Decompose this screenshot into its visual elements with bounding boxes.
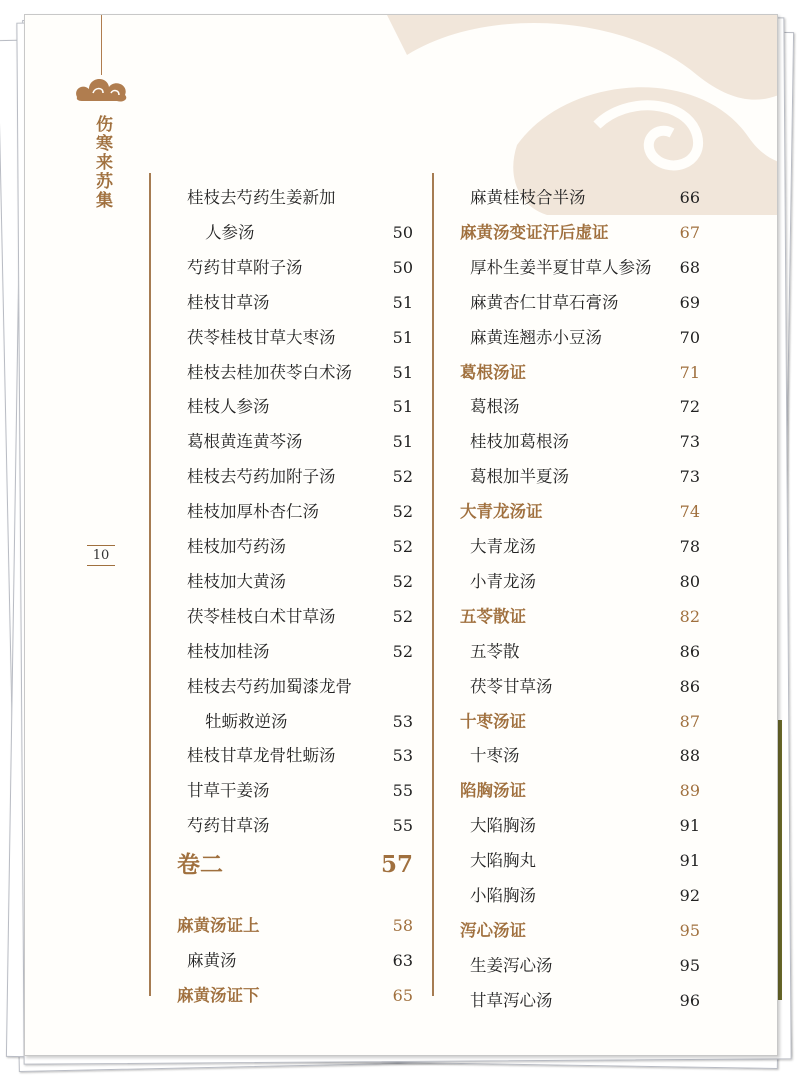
toc-entry-row[interactable] (151, 773, 413, 808)
toc-entry-row[interactable] (434, 878, 700, 913)
book-page (24, 14, 778, 1056)
toc-entry-row[interactable] (434, 459, 700, 494)
page-number: 10 (87, 545, 115, 566)
toc-entry-title: 麻黄连翘赤小豆汤 (470, 327, 602, 347)
toc-entry-page: 66 (679, 188, 700, 207)
toc-entry-page: 89 (679, 781, 700, 801)
toc-entry-page: 72 (679, 397, 700, 417)
toc-entry-title: 五苓散 (470, 641, 520, 661)
toc-entry-page: 52 (392, 467, 413, 487)
toc-left-column (149, 173, 413, 1005)
toc-entry-title: 十枣汤证 (460, 711, 526, 731)
toc-entry-row[interactable] (151, 215, 413, 250)
toc-entry-row[interactable] (151, 285, 413, 320)
toc-entry-title: 生姜泻心汤 (470, 955, 553, 975)
toc-section-row[interactable] (434, 215, 700, 250)
toc-section-row[interactable] (434, 355, 700, 390)
toc-entry-row[interactable] (151, 355, 413, 390)
toc-section-row[interactable] (151, 847, 413, 882)
toc-entry-title: 牡蛎救逆汤 (205, 711, 288, 731)
toc-entry-row[interactable] (151, 250, 413, 285)
toc-entry-title: 桂枝去芍药生姜新加 (187, 188, 336, 207)
toc-entry-title: 陷胸汤证 (460, 781, 526, 801)
toc-entry-title: 桂枝加大黄汤 (187, 571, 286, 591)
toc-entry-title: 芍药甘草附子汤 (187, 257, 303, 277)
toc-entry-page: 50 (392, 257, 413, 277)
toc-entry-title: 桂枝加厚朴杏仁汤 (187, 502, 319, 522)
toc-entry-row[interactable] (434, 843, 700, 878)
toc-entry-row[interactable] (151, 424, 413, 459)
toc-entry-page: 52 (392, 641, 413, 661)
toc-entry-page: 67 (679, 222, 700, 242)
toc-entry-title: 桂枝加葛根汤 (470, 432, 569, 452)
toc-entry-row[interactable] (151, 494, 413, 529)
toc-entry-row[interactable] (151, 180, 413, 215)
toc-entry-title: 桂枝去桂加茯苓白术汤 (187, 362, 352, 382)
toc-entry-page: 70 (679, 327, 700, 347)
toc-entry-page: 51 (392, 432, 413, 452)
toc-section-row[interactable] (434, 494, 700, 529)
toc-entry-title: 茯苓桂枝甘草大枣汤 (187, 327, 336, 347)
toc-entry-title: 桂枝甘草龙骨牡蛎汤 (187, 746, 336, 766)
toc-entry-row[interactable] (434, 738, 700, 773)
toc-entry-row[interactable] (151, 738, 413, 773)
toc-entry-page: 50 (392, 222, 413, 242)
toc-entry-title: 葛根加半夏汤 (470, 467, 569, 487)
toc-entry-title: 大陷胸丸 (470, 851, 536, 871)
toc-entry-page: 88 (679, 746, 700, 766)
toc-entry-row[interactable] (151, 564, 413, 599)
toc-section-row[interactable] (151, 978, 413, 1013)
toc-entry-page: 91 (679, 816, 700, 836)
toc-entry-title: 茯苓甘草汤 (470, 676, 553, 696)
toc-entry-title: 桂枝甘草汤 (187, 292, 270, 312)
toc-entry-title: 桂枝人参汤 (187, 397, 270, 417)
toc-entry-page: 51 (392, 362, 413, 382)
toc-entry-title: 桂枝加芍药汤 (187, 537, 286, 556)
toc-entry-row[interactable] (434, 983, 700, 1018)
toc-entry-page: 68 (679, 257, 700, 277)
toc-entry-title: 五苓散证 (460, 606, 526, 626)
toc-section-row[interactable] (151, 908, 413, 943)
toc-entry-title: 小陷胸汤 (470, 886, 536, 905)
toc-entry-row[interactable] (434, 564, 700, 599)
toc-entry-page: 65 (392, 985, 413, 1005)
toc-entry-row[interactable] (434, 389, 700, 424)
toc-entry-row[interactable] (151, 529, 413, 564)
toc-entry-page: 87 (679, 711, 700, 731)
toc-entry-page: 55 (392, 781, 413, 801)
toc-entry-page: 86 (679, 676, 700, 696)
toc-entry-title: 麻黄汤变证汗后虚证 (460, 222, 609, 242)
auspicious-cloud-icon (73, 69, 131, 105)
toc-entry-page: 53 (392, 746, 413, 766)
toc-entry-title: 芍药甘草汤 (187, 816, 270, 836)
toc-entry-row[interactable] (434, 180, 700, 215)
toc-entry-page: 74 (679, 502, 700, 522)
toc-entry-title: 小青龙汤 (470, 571, 536, 591)
toc-entry-title: 厚朴生姜半夏甘草人参汤 (470, 257, 652, 277)
toc-entry-page: 73 (679, 467, 700, 487)
toc-entry-page: 95 (679, 955, 700, 975)
toc-section-row[interactable] (434, 773, 700, 808)
toc-entry-page: 86 (679, 641, 700, 661)
toc-entry-row[interactable] (151, 808, 413, 843)
toc-entry-page: 58 (392, 916, 413, 935)
toc-entry-title: 葛根汤 (470, 397, 520, 417)
toc-entry-title: 桂枝去芍药加附子汤 (187, 467, 336, 487)
hanging-line-decoration (101, 15, 102, 75)
toc-entry-row[interactable] (151, 599, 413, 634)
toc-section-row[interactable] (434, 704, 700, 739)
book-title: 伤寒来苏集 (92, 115, 112, 210)
toc-entry-row[interactable] (434, 808, 700, 843)
toc-section-row[interactable] (434, 599, 700, 634)
toc-entry-page: 69 (679, 292, 700, 312)
toc-entry-title: 麻黄汤证下 (177, 985, 260, 1005)
toc-entry-title: 麻黄杏仁甘草石膏汤 (470, 292, 619, 312)
toc-entry-row[interactable] (151, 320, 413, 355)
toc-entry-row[interactable] (434, 529, 700, 564)
toc-entry-page: 51 (392, 292, 413, 312)
toc-entry-row[interactable] (151, 669, 413, 704)
toc-entry-page: 91 (679, 851, 700, 871)
toc-entry-title: 甘草干姜汤 (187, 781, 270, 801)
toc-entry-page: 52 (392, 571, 413, 591)
toc-entry-title: 十枣汤 (470, 746, 520, 766)
toc-entry-title: 甘草泻心汤 (470, 990, 553, 1010)
toc-entry-title: 人参汤 (205, 222, 255, 242)
toc-entry-row[interactable] (434, 634, 700, 669)
toc-entry-page: 80 (679, 571, 700, 591)
toc-entry-page: 63 (392, 950, 413, 970)
toc-entry-page: 52 (392, 502, 413, 522)
toc-entry-row[interactable] (151, 459, 413, 494)
toc-entry-page: 78 (679, 537, 700, 556)
toc-entry-page: 51 (392, 327, 413, 347)
toc-entry-page: 52 (392, 606, 413, 626)
toc-entry-title: 麻黄汤 (187, 950, 237, 970)
toc-entry-title: 泻心汤证 (460, 920, 526, 940)
toc-entry-title: 葛根汤证 (460, 362, 526, 382)
toc-entry-title: 桂枝加桂汤 (187, 641, 270, 661)
toc-entry-title: 茯苓桂枝白术甘草汤 (187, 606, 336, 626)
toc-entry-page: 92 (679, 886, 700, 905)
toc-entry-page: 73 (679, 432, 700, 452)
toc-entry-title: 桂枝去芍药加蜀漆龙骨 (187, 676, 352, 696)
toc-entry-row[interactable] (434, 948, 700, 983)
toc-entry-title: 卷二 (177, 851, 223, 878)
toc-entry-row[interactable] (151, 943, 413, 978)
toc-entry-row[interactable] (434, 424, 700, 459)
toc-entry-title: 大青龙汤 (470, 537, 536, 556)
toc-entry-page: 51 (392, 397, 413, 417)
toc-entry-row[interactable] (151, 389, 413, 424)
toc-entry-row[interactable] (151, 704, 413, 739)
toc-entry-title: 麻黄桂枝合半汤 (470, 188, 586, 207)
toc-entry-row[interactable] (434, 285, 700, 320)
toc-entry-row[interactable] (434, 669, 700, 704)
toc-entry-page: 96 (679, 990, 700, 1010)
toc-entry-row[interactable] (434, 250, 700, 285)
toc-entry-title: 葛根黄连黄芩汤 (187, 432, 303, 452)
toc-entry-page: 53 (392, 711, 413, 731)
toc-right-column (432, 173, 700, 1010)
toc-entry-row[interactable] (434, 320, 700, 355)
toc-entry-page: 82 (679, 606, 700, 626)
toc-section-row[interactable] (434, 913, 700, 948)
toc-entry-page: 71 (679, 362, 700, 382)
toc-entry-page: 57 (380, 851, 413, 878)
toc-entry-page: 52 (392, 537, 413, 556)
toc-entry-title: 大青龙汤证 (460, 502, 543, 522)
toc-entry-page: 55 (392, 816, 413, 836)
toc-entry-page: 95 (679, 920, 700, 940)
toc-entry-row[interactable] (151, 634, 413, 669)
toc-entry-title: 麻黄汤证上 (177, 916, 260, 935)
toc-entry-title: 大陷胸汤 (470, 816, 536, 836)
